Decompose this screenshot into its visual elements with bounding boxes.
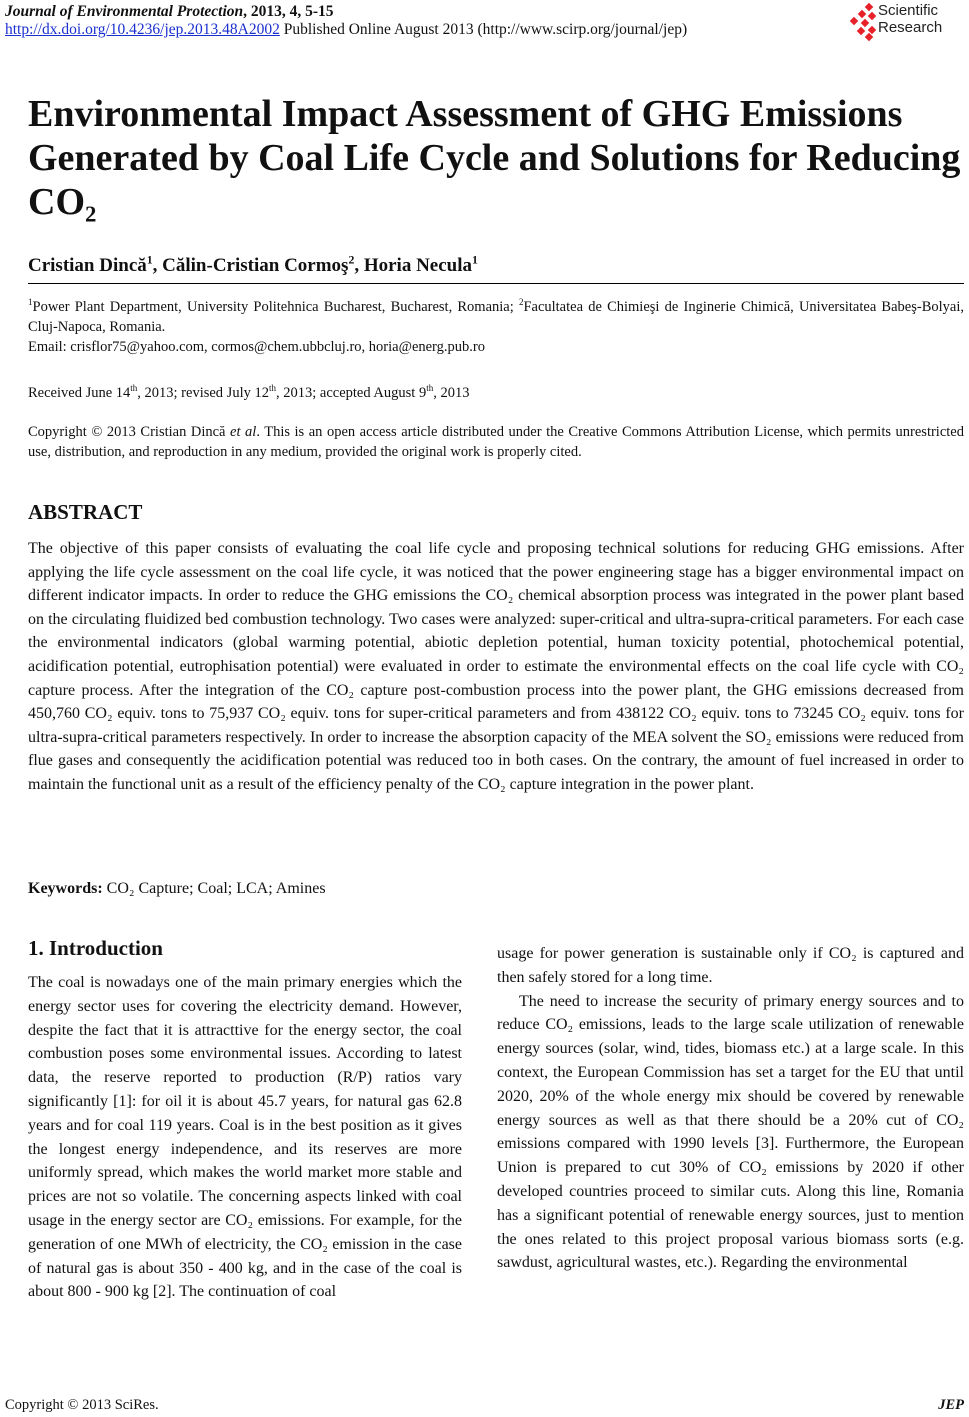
affiliations (28, 292, 964, 357)
abstract-heading: ABSTRACT (28, 500, 143, 524)
scientific-research-logo (848, 2, 968, 42)
aff-sup: 1 (28, 297, 33, 307)
aff-sup: 2 (518, 297, 524, 307)
divider (28, 283, 964, 284)
journal-name: Journal of Environmental Protection (5, 3, 244, 20)
affiliation-2: Facultatea de Chimieşi de Inginerie Chimică, Universitatea Babeş-Bolyai, Cluj-Napoca, Romania. (28, 298, 964, 335)
logo-line2: Research (878, 19, 943, 36)
intro-right-column (497, 942, 964, 1275)
abstract-text: The objective of this paper consists of evaluating the coal life cycle and proposing technical solutions for reducing GHG emissions. After applying the life cycle assessment on the coal life cycle, it was noticed that the power engineering stage has a bigger environmental impact on different indicator impacts. In order to reduce the GHG emissions the CO₂ chemical absorption process was integrated in the power plant based on the circulating fluidized bed combustion technology. Two cases were analyzed: super-critical and ultra-supra-critical parameters. For each case the environmental indicators (global warming potential, abiotic depletion potential, human toxicity potential, photochemical potential, acidification potential, eutrophisation potential) were evaluated in order to estimate the environmental effects on the coal life cycle with CO₂ capture process. After the integration of the CO₂ capture post-combustion process into the power plant, the GHG emissions decreased from 450,760 CO₂ equiv. tons to 75,937 CO₂ equiv. tons for super-critical parameters and from 438122 CO₂ equiv. tons to 73245 CO₂ equiv. tons for ultra-supra-critical parameters respectively. In order to increase the absorption capacity of the MEA solvent the SO₂ emissions were reduced from flue gases and consequently the acidification potential was reduced too in both cases. On the contrary, the amount of fuel increased in order to maintain the functional unit as a result of the efficiency penalty of the CO₂ capture integration in the power plant. (28, 540, 964, 793)
copyright-notice (28, 422, 964, 462)
volume-info: , 2013, 4, 5-15 (243, 3, 334, 20)
intro-left-column: The coal is nowadays one of the main primary energies which the energy sector uses for covering the electricity demand. However, despite the fact that it is attracttive for the energy sector, the coal combustion poses some environmental issues. According to latest data, the reserve reported to production (R/P) ratios vary significantly [1]: for oil it is about 45.7 years, for natural gas 62.8 years and for coal 119 years. Coal is in the best position as it gives the longest energy independence, and its reserves are more uniformly spread, which makes the world market more stable and prices are not so volatile. The concerning aspects linked with coal usage in the energy sector are CO₂ emissions. For example, for the generation of one MWh of electricity, the CO₂ emission in the case of natural gas is about 350 - 400 kg, and in the case of the coal is about 800 - 900 kg [2]. The continuation of coal (28, 974, 462, 1301)
t: , 2013 (433, 384, 470, 401)
logo-line1: Scientific (878, 2, 939, 19)
author-name: Horia Necula (363, 255, 473, 277)
email-line: Email: crisflor75@yahoo.com, cormos@chem.ubbcluj.ro, horia@energ.pub.ro (28, 338, 485, 355)
author (162, 255, 364, 276)
sep: , (152, 255, 163, 277)
sup: th (130, 383, 138, 393)
doi-line (5, 21, 687, 39)
journal-header (5, 3, 334, 21)
author-sup: 1 (146, 254, 153, 267)
t: . This is an open access article distributed under the Creative Commons Attribution License, which permits unrestricted use, distribution, and reproduction in any medium, provided the original work is properly cited. (28, 424, 964, 460)
author-name: Cristian Dincă (28, 255, 147, 277)
authors (28, 254, 478, 277)
footer-journal: JEP (938, 1397, 964, 1413)
author-name: Călin-Cristian Cormoş (162, 255, 349, 277)
footer-copyright: Copyright © 2013 SciRes. (5, 1397, 159, 1413)
sup: th (426, 383, 434, 393)
received-dates (28, 378, 469, 403)
paragraph: usage for power generation is sustainable only if CO₂ is captured and then safely stored for a long time. (497, 945, 964, 986)
t: Received June 14 (28, 384, 131, 401)
intro-heading: 1. Introduction (28, 936, 163, 960)
logo-text (878, 2, 942, 36)
author-sup: 2 (348, 254, 355, 267)
logo-diamonds-icon (848, 2, 878, 42)
t: Copyright © 2013 Cristian Dincă (28, 424, 231, 440)
keywords (28, 880, 326, 898)
published-info: Published Online August 2013 (http://www.scirp.org/journal/jep) (279, 21, 688, 38)
paper-title: Environmental Impact Assessment of GHG Emissions Generated by Coal Life Cycle and Solutions for Reducing CO₂ (28, 93, 961, 223)
paragraph: The need to increase the security of primary energy sources and to reduce CO₂ emissions, leads to the large scale utilization of renewable energy sources (solar, wind, tides, biomass etc.) at a large scale. In this context, the European Commission has set a target for the EU that until 2020, 20% of the whole energy mix should be covered by renewable energy sources as well as that there should be a 20% cut of CO₂ emissions compared with 1990 levels [3]. Furthermore, the European Union is prepared to cut 30% of CO₂ emissions by 2020 if other developed countries proceed to similar cuts. Along this line, Romania has a significant potential of renewable energy sources, just to mention the ones related to this project proposal various biomass sorts (e.g. sawdust, agricultural wastes, etc.). Regarding the environmental (497, 992, 964, 1272)
author (28, 255, 162, 276)
sep: , (354, 255, 364, 277)
keywords-list: CO₂ Capture; Coal; LCA; Amines (102, 880, 326, 897)
keywords-label: Keywords: (28, 880, 103, 897)
affiliation-1: Power Plant Department, University Politehnica Bucharest, Bucharest, Romania; (32, 298, 519, 315)
author-sup: 1 (472, 254, 478, 267)
sup: th (268, 383, 276, 393)
t: , 2013; revised July 12 (137, 384, 269, 401)
et-al: et al (230, 424, 257, 440)
author (364, 255, 478, 276)
t: , 2013; accepted August 9 (275, 384, 427, 401)
doi-link[interactable]: http://dx.doi.org/10.4236/jep.2013.48A2002 (5, 21, 280, 38)
